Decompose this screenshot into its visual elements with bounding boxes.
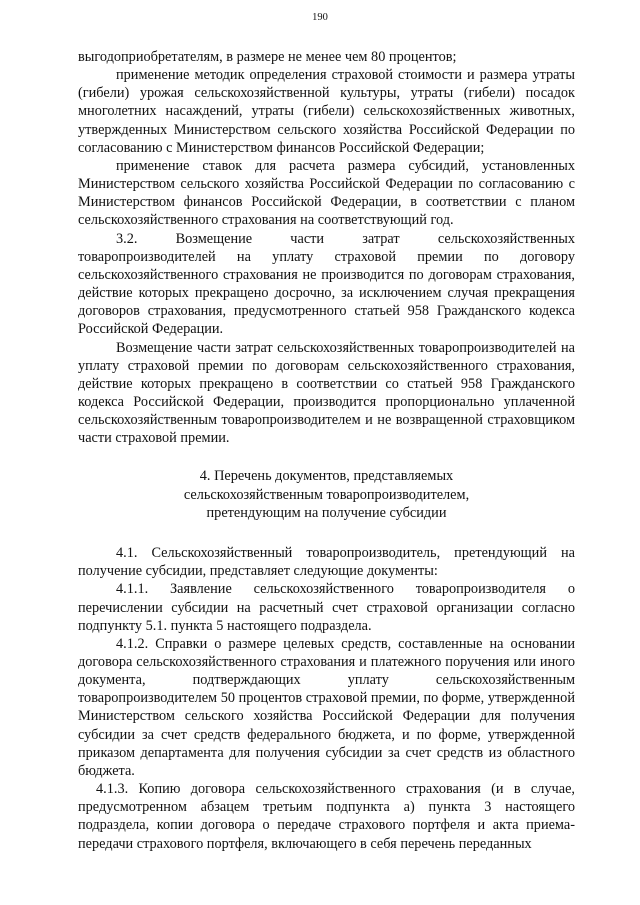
section-heading-line: претендующим на получение субсидии [206, 504, 447, 521]
document-body [78, 48, 575, 853]
section-heading-line: сельскохозяйственным товаропроизводителем, [183, 486, 470, 503]
paragraph: Возмещение части затрат сельскохозяйственных товаропроизводителей на уплату страховой премии по договорам сельскохозяйственного страхования, действие которых прекращено в соответствии со статьей 958 Гражданского кодекса Российской Федерации, производится пропорционально уплаченной сельскохозяйственным товаропроизводителем и не возвращенной страховщиком части страховой премии. [78, 339, 575, 447]
paragraph: 3.2. Возмещение части затрат сельскохозяйственных товаропроизводителей на уплату страховой премии по договору сельскохозяйственного страхования не производится по договорам страхования, действие которых прекращено досрочно, за исключением случая прекращения договоров страхования, предусмотренного статьей 958 Гражданского кодекса Российской Федерации. [78, 230, 575, 338]
page-number: 190 [312, 12, 328, 23]
paragraph: выгодоприобретателям, в размере не менее чем 80 процентов; [78, 49, 457, 65]
paragraph: 4.1.1. Заявление сельскохозяйственного товаропроизводителя о перечислении субсидии на расчетный счет страховой организации согласно подпункту 5.1. пункта 5 настоящего подраздела. [78, 581, 575, 634]
paragraph: 4.1. Сельскохозяйственный товаропроизводитель, претендующий на получение субсидии, представляет следующие документы: [78, 545, 575, 580]
section-heading-line: 4. Перечень документов, представляемых [199, 468, 454, 485]
paragraph: 4.1.2. Справки о размере целевых средств, составленные на основании договора сельскохозяйственного страхования и платежного поручения или иного документа, подтверждающих уплату сельскохозяйственным товаропроизводителем 50 процентов страховой премии, по форме, утвержденной Министерством сельского хозяйства Российской Федерации для получения субсидии за счет средств федерального бюджета, и по форме, утвержденной приказом департамента для получения субсидии за счет средств из областного бюджета. [78, 635, 575, 779]
paragraph: 4.1.3. Копию договора сельскохозяйственного страхования (и в случае, предусмотренном абзацем третьим подпункта а) пункта 3 настоящего подраздела, копии договора о передаче страхового портфеля и акта приема-передачи страхового портфеля, включающего в себя перечень переданных [78, 781, 575, 852]
paragraph: применение ставок для расчета размера субсидий, установленных Министерством сельского хозяйства Российской Федерации по согласованию с Министерством финансов Российской Федерации, в соответствии с планом сельскохозяйственного страхования на соответствующий год. [78, 157, 575, 229]
section-heading [78, 467, 575, 522]
paragraph: применение методик определения страховой стоимости и размера утраты (гибели) урожая сельскохозяйственной культуры, утраты (гибели) посадок многолетних насаждений, утраты (гибели) сельскохозяйственных животных, утвержденных Министерством сельского хозяйства Российской Федерации по согласованию с Министерством финансов Российской Федерации; [78, 67, 575, 156]
